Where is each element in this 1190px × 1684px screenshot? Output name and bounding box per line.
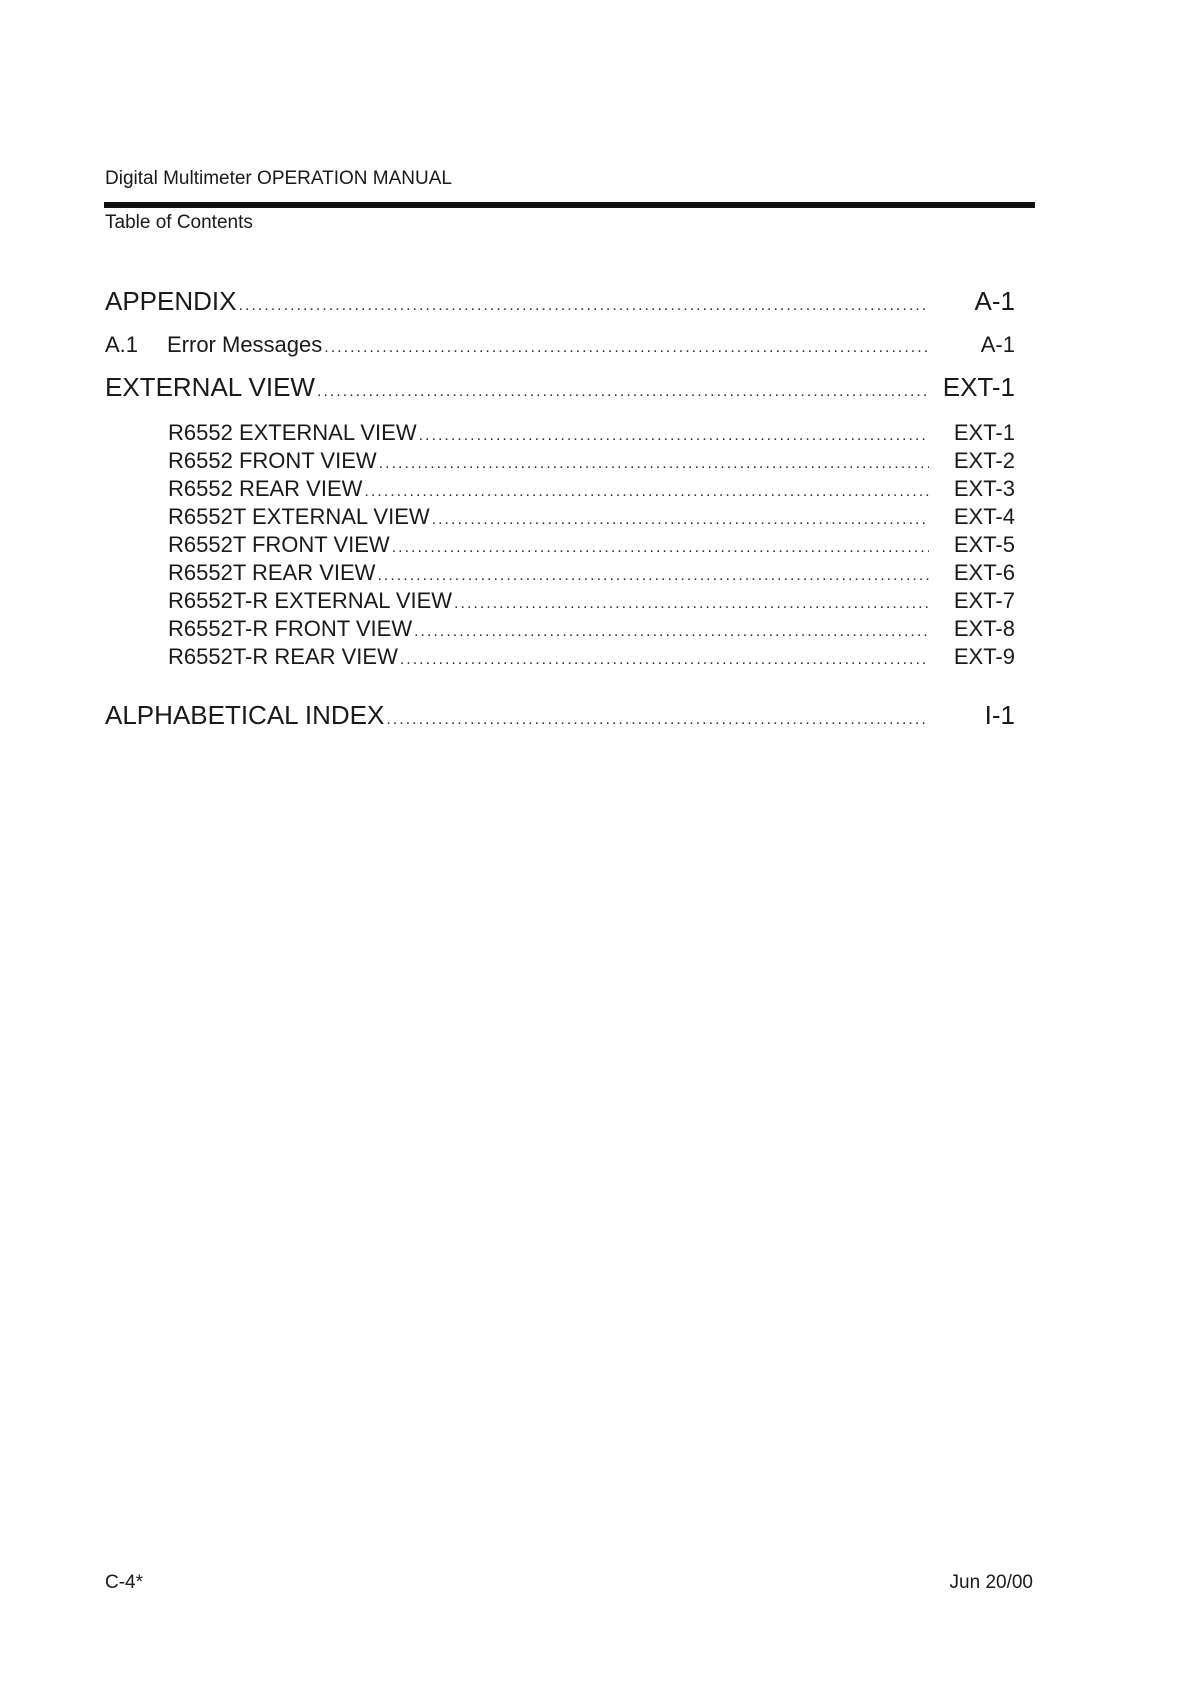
toc-entry-label: R6552T FRONT VIEW [168, 532, 390, 557]
dot-leader [392, 539, 929, 557]
toc-entry-label: R6552T EXTERNAL VIEW [168, 504, 430, 529]
toc-entry-text: Error Messages [167, 332, 323, 357]
toc-entry-page: A-1 [980, 332, 1015, 357]
toc-entry-label: EXTERNAL VIEW [105, 372, 315, 402]
toc-entry-external-view[interactable] [105, 372, 1015, 403]
toc-entry-number: A.1 [105, 332, 139, 357]
dot-leader [400, 651, 929, 669]
toc-entry-page: EXT-9 [953, 644, 1015, 669]
toc-entry-label: R6552T-R EXTERNAL VIEW [168, 588, 453, 613]
toc-entry-page: EXT-2 [953, 448, 1015, 473]
dot-leader [432, 511, 929, 529]
toc-entry-page: EXT-5 [953, 532, 1015, 557]
dot-leader [454, 595, 929, 613]
toc-entry-page: EXT-6 [953, 560, 1015, 585]
toc-entry-appendix[interactable] [105, 286, 1015, 317]
toc-entry-label: R6552T REAR VIEW [168, 560, 376, 585]
dot-leader [419, 427, 929, 445]
toc-entry-page: EXT-1 [942, 372, 1015, 402]
toc-entry-label: APPENDIX [105, 286, 237, 316]
section-title: Table of Contents [105, 212, 253, 233]
toc-entry-label: R6552T-R FRONT VIEW [168, 616, 413, 641]
toc-entry-r6552-rear-view[interactable] [168, 476, 1015, 502]
toc-entry-r6552t-r-rear-view[interactable] [168, 644, 1015, 670]
toc-entry-r6552t-r-external-view[interactable] [168, 588, 1015, 614]
toc-entry-r6552-front-view[interactable] [168, 448, 1015, 474]
toc-entry-page: EXT-7 [953, 588, 1015, 613]
dot-leader [364, 483, 929, 501]
toc-entry-page: A-1 [974, 286, 1015, 316]
dot-leader [414, 623, 929, 641]
toc-entry-label: R6552 REAR VIEW [168, 476, 363, 501]
dot-leader [379, 455, 929, 473]
dot-leader [317, 383, 929, 401]
toc-entry-label: R6552 FRONT VIEW [168, 448, 377, 473]
toc-entry-r6552t-r-front-view[interactable] [168, 616, 1015, 642]
toc-entry-r6552t-rear-view[interactable] [168, 560, 1015, 586]
page-number: C-4* [105, 1572, 144, 1593]
toc-entry-r6552t-external-view[interactable] [168, 504, 1015, 530]
header-rule [104, 202, 1035, 208]
dot-leader [239, 297, 930, 315]
toc-entry-label [105, 332, 322, 358]
toc-entry-alphabetical-index[interactable] [105, 700, 1015, 731]
toc-entry-page: EXT-1 [953, 420, 1015, 445]
toc-entry-label: R6552T-R REAR VIEW [168, 644, 398, 669]
toc-entry-error-messages[interactable] [105, 332, 1015, 358]
toc-entry-r6552-external-view[interactable] [168, 420, 1015, 446]
dot-leader [386, 711, 929, 729]
revision-date: Jun 20/00 [949, 1572, 1033, 1593]
toc-entry-r6552t-front-view[interactable] [168, 532, 1015, 558]
toc-entry-page: EXT-4 [953, 504, 1015, 529]
toc-entry-label: R6552 EXTERNAL VIEW [168, 420, 417, 445]
dot-leader [377, 567, 929, 585]
toc-entry-page: EXT-8 [953, 616, 1015, 641]
manual-title: Digital Multimeter OPERATION MANUAL [105, 168, 452, 189]
toc-entry-page: EXT-3 [953, 476, 1015, 501]
dot-leader [324, 339, 929, 357]
toc-entry-page: I-1 [984, 700, 1015, 730]
toc-entry-label: ALPHABETICAL INDEX [105, 700, 385, 730]
